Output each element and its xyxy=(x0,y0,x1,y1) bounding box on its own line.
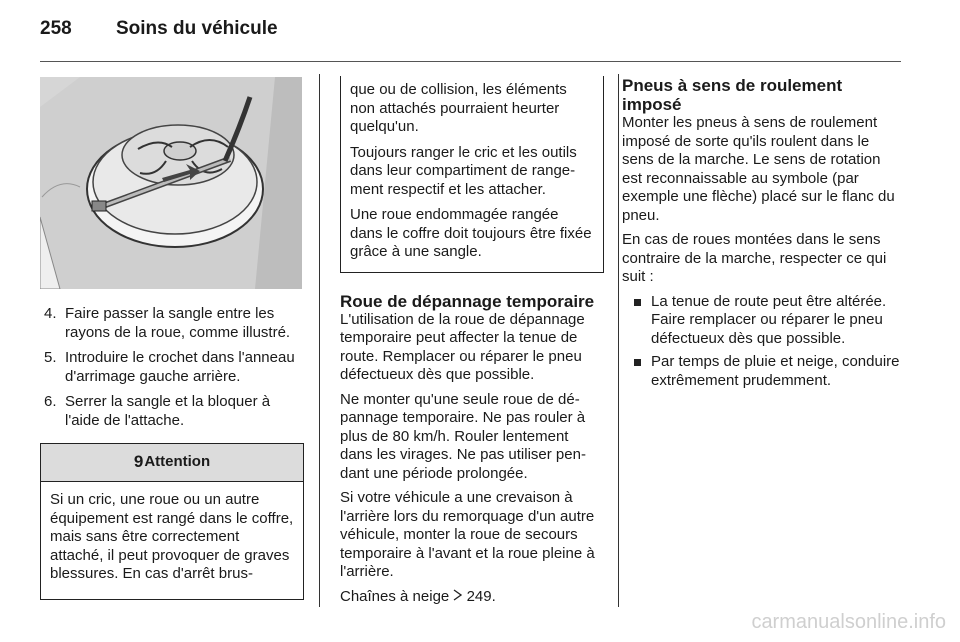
paragraph: Ne monter qu'une seule roue de dépannage temporaire. Ne pas rouler à plus de 80 km/h. Rouler lentement dans les virages. Ne pas utiliser pendant une période prolongée. xyxy=(340,390,586,482)
column-divider-2 xyxy=(618,74,619,607)
paragraph: En cas de roues montées dans le sens contraire de la marche, respecter ce qui suit : xyxy=(622,231,887,285)
bullet-text: Par temps de pluie et neige, conduire extrêmement prudemment. xyxy=(651,353,900,389)
list-item xyxy=(622,353,904,390)
column-divider-1 xyxy=(319,74,320,607)
bullet-list xyxy=(622,293,904,391)
header-rule xyxy=(40,61,901,62)
list-item xyxy=(40,349,304,386)
reference-page: 249. xyxy=(466,587,496,605)
watermark: carmanualsonline.info xyxy=(751,611,946,633)
step-text: Introduire le crochet dans l'anneau d'arrimage gauche arrière. xyxy=(65,349,295,385)
warning-body xyxy=(41,482,303,599)
step-number: 4. xyxy=(44,305,57,322)
step-text: Faire passer la sangle entre les rayons de la roue, comme illustré. xyxy=(65,305,291,341)
step-text: Serrer la sangle et la bloquer à l'aide de l'attache. xyxy=(65,393,271,429)
warning-header xyxy=(41,444,303,482)
instruction-steps xyxy=(40,305,304,430)
bullet-text: La tenue de route peut être altérée. Faire remplacer ou réparer le pneu défectueux dès que possible. xyxy=(651,292,887,347)
warning-text: Si un cric, une roue ou un autre équipement est rangé dans le coffre, mais sans être correctement attaché, il peut provoquer de graves blessures. En cas d'arrêt brus- xyxy=(50,491,294,582)
section-heading: Roue de dépannage temporaire xyxy=(340,291,595,311)
list-item xyxy=(40,393,304,430)
warning-text: Toujours ranger le cric et les outils dans leur compartiment de rangement respectif et les attacher. xyxy=(350,143,577,198)
warning-text: Une roue endommagée rangée dans le coffre doit toujours être fixée grâce à une sangle. xyxy=(350,206,592,260)
section-directional-tyres xyxy=(622,76,904,390)
bullet-square-icon xyxy=(634,359,641,366)
warning-box-continued xyxy=(340,76,604,273)
step-number: 6. xyxy=(44,393,57,410)
section-heading: Pneus à sens de roulement imposé xyxy=(622,76,843,114)
page-title: Soins du véhicule xyxy=(116,18,278,39)
page-reference-icon xyxy=(453,589,462,601)
spare-wheel-drawing xyxy=(40,77,302,289)
paragraph: L'utilisation de la roue de dépannage temporaire peut affecter la tenue de route. Remplacer ou réparer le pneu défectueux dès que possible. xyxy=(340,310,585,383)
column-2 xyxy=(340,76,604,612)
bullet-square-icon xyxy=(634,299,641,306)
warning-box xyxy=(40,443,304,600)
reference-text: Chaînes à neige xyxy=(340,587,450,605)
step-number: 5. xyxy=(44,349,57,366)
section-temporary-spare xyxy=(340,292,604,607)
column-3 xyxy=(622,76,904,395)
column-1 xyxy=(40,77,304,600)
paragraph: Si votre véhicule a une crevaison à l'arrière lors du remorquage d'un autre véhicule, monter la roue de secours temporaire à l'avant et la roue pleine à l'arrière. xyxy=(340,489,595,580)
page-number: 258 xyxy=(40,18,72,39)
list-item xyxy=(40,305,304,342)
warning-text: que ou de collision, les éléments non attachés pourraient heurter quelqu'un. xyxy=(350,81,567,135)
warning-body xyxy=(341,76,603,272)
paragraph: Monter les pneus à sens de roulement imposé de sorte qu'ils roulent dans le sens de la marche. Le sens de rotation est reconnaissable au symbole (par exemple une flèche) placé sur le flanc du pneu. xyxy=(622,114,895,224)
spare-wheel-illustration xyxy=(40,77,302,289)
warning-icon: 9 xyxy=(133,452,144,472)
warning-label: Attention xyxy=(144,453,211,471)
list-item xyxy=(622,293,904,349)
cross-reference xyxy=(340,588,604,607)
